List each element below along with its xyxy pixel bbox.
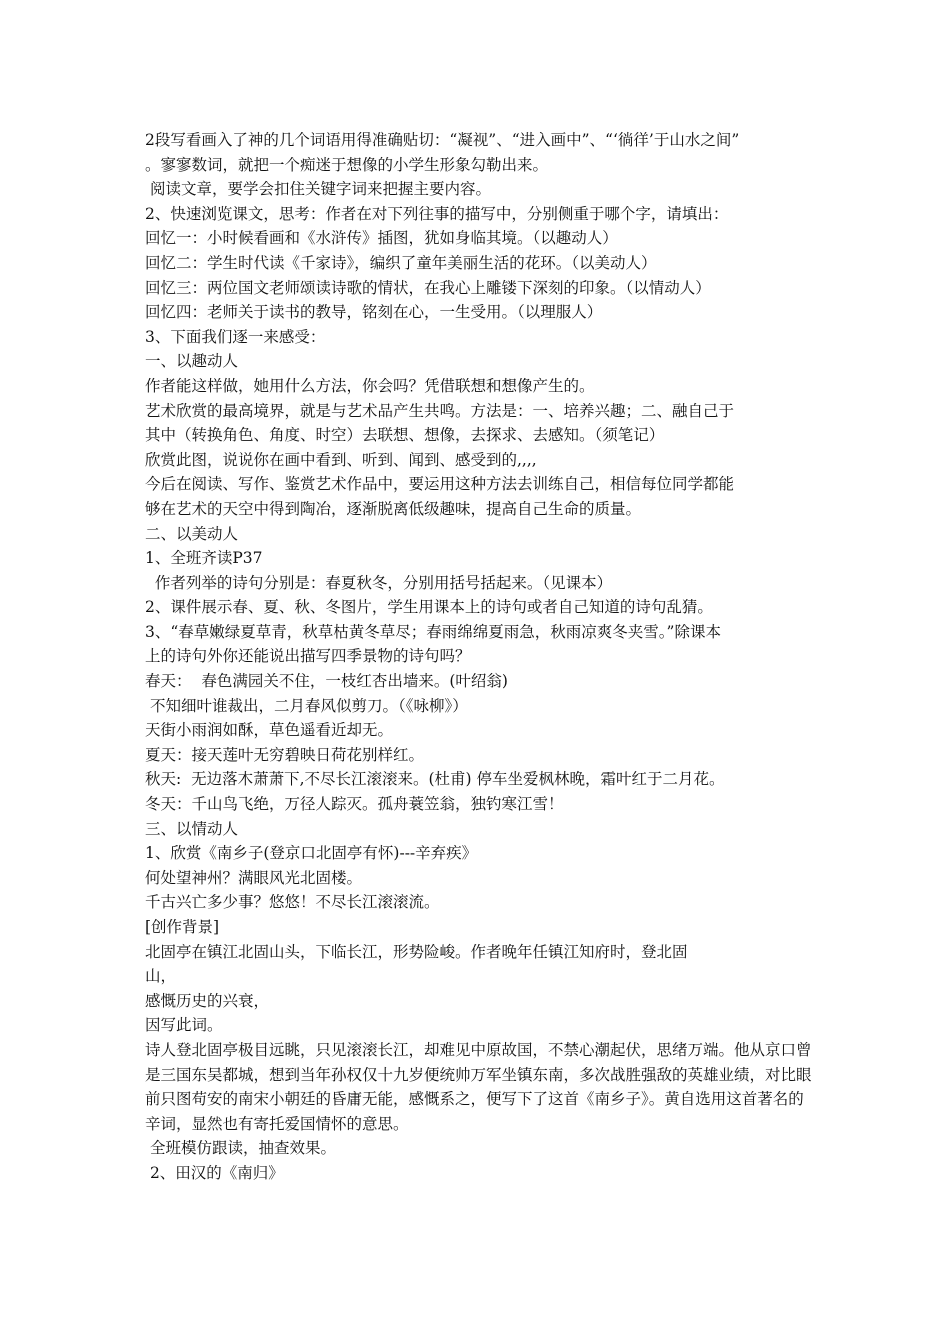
- text-line-8: 回忆四：老师关于读书的教导，铭刻在心，一生受用。（以理服人）: [145, 303, 603, 322]
- poem-autumn: 秋天: 无边落木萧萧下,不尽长江滚滚来。(杜甫) 停车坐爱枫林晚，霜叶红于二月花。: [145, 770, 725, 789]
- text-line-20: 2、课件展示春、夏、秋、冬图片，学生用课本上的诗句或者自己知道的诗句乱猜。: [145, 598, 713, 617]
- text-line-14: 欣赏此图，说说你在画中看到、听到、闻到、感受到的,,,,: [145, 450, 537, 469]
- poem-winter: 冬天：千山鸟飞绝，万径人踪灭。孤舟蓑笠翁，独钓寒江雪！: [145, 795, 564, 814]
- poem-summer: 夏天：接天莲叶无穷碧映日荷花别样红。: [145, 745, 425, 764]
- background-paragraph: 诗人登北固亭极目远眺，只见滚滚长江，却难见中原故国，不禁心潮起伏，思绪万端。他从京口曾是三国东吴都城，想到当年孙权仅十九岁便统帅万军坐镇东南，多次战胜强敌的英雄业绩，对比眼前只图苟安的南宋小朝廷的昏庸无能，感慨系之，便写下了这首《南乡子》。黄自选用这首著名的辛词，显然也有寄托爱国情怀的意思。: [145, 1040, 812, 1133]
- text-line-30: 1、欣赏《南乡子(登京口北固亭有怀)---辛弃疾》: [145, 844, 478, 863]
- poem-spring-3: 天街小雨润如酥，草色遥看近却无。: [145, 721, 394, 740]
- text-line-19: 作者列举的诗句分别是：春夏秋冬，分别用括号括起来。（见课本）: [145, 573, 613, 592]
- text-line-21: 3、“春草嫩绿夏草青，秋草枯黄冬草尽；春雨绵绵夏雨急，秋雨凉爽冬夹雪。”除课本: [145, 622, 721, 641]
- text-line-15: 今后在阅读、写作、鉴赏艺术作品中，要运用这种方法去训练自己，相信每位同学都能: [145, 475, 735, 494]
- text-line-tail-2: 2、田汉的《南归》: [145, 1163, 284, 1182]
- text-line-tail-1: 全班模仿跟读，抽查效果。: [145, 1139, 336, 1158]
- text-line-2: 。寥寥数词，就把一个痴迷于想像的小学生形象勾勒出来。: [145, 155, 549, 174]
- document-body: [145, 128, 815, 1186]
- section-heading-1: 一、以趣动人: [145, 352, 239, 371]
- text-line-11: 作者能这样做，她用什么方法，你会吗？凭借联想和想像产生的。: [145, 376, 595, 395]
- text-line-9: 3、下面我们逐一来感受：: [145, 327, 326, 346]
- poem-spring-2: 不知细叶谁裁出，二月春风似剪刀。（《咏柳》）: [145, 696, 468, 715]
- text-line-6: 回忆二：学生时代读《千家诗》，编织了童年美丽生活的花环。（以美动人）: [145, 253, 657, 272]
- text-line-33: [创作背景]: [145, 918, 220, 936]
- text-line-37: 因写此词。: [145, 1016, 223, 1035]
- text-line-18: 1、全班齐读P37: [145, 549, 263, 568]
- section-heading-3: 三、以情动人: [145, 819, 239, 838]
- text-line-13: 其中（转换角色、角度、时空）去联想、想像，去探求、去感知。（须笔记）: [145, 426, 665, 445]
- text-line-5: 回忆一：小时候看画和《水浒传》插图，犹如身临其境。（以趣动人）: [145, 229, 618, 248]
- text-line-12: 艺术欣赏的最高境界，就是与艺术品产生共鸣。方法是：一、培养兴趣；二、融自己于: [145, 401, 735, 420]
- text-line-7: 回忆三：两位国文老师颂读诗歌的情状，在我心上雕镂下深刻的印象。（以情动人）: [145, 278, 711, 297]
- poem-spring-1: 春天： 春色满园关不住，一枝红杏出墙来。(叶绍翁): [145, 672, 508, 691]
- text-line-35: 山，: [145, 967, 177, 986]
- text-line-22: 上的诗句外你还能说出描写四季景物的诗句吗？: [145, 647, 471, 666]
- text-line-31: 何处望神州？满眼风光北固楼。: [145, 868, 363, 887]
- text-line-32: 千古兴亡多少事？悠悠！不尽长江滚滚流。: [145, 893, 440, 912]
- text-line-4: 2、快速浏览课文，思考：作者在对下列往事的描写中，分别侧重于哪个字，请填出：: [145, 204, 729, 223]
- section-heading-2: 二、以美动人: [145, 524, 239, 543]
- text-line-36: 感慨历史的兴衰，: [145, 991, 270, 1010]
- text-line-34: 北固亭在镇江北固山头，下临长江，形势险峻。作者晚年任镇江知府时，登北固: [145, 942, 688, 961]
- text-line-1: 2段写看画入了神的几个词语用得准确贴切：“凝视”、“进入画中”、“‘徜徉’于山水之间”: [145, 131, 740, 149]
- text-line-16: 够在艺术的天空中得到陶冶，逐渐脱离低级趣味，提高自己生命的质量。: [145, 499, 642, 518]
- text-line-3: 阅读文章，要学会扣住关键字词来把握主要内容。: [145, 180, 491, 199]
